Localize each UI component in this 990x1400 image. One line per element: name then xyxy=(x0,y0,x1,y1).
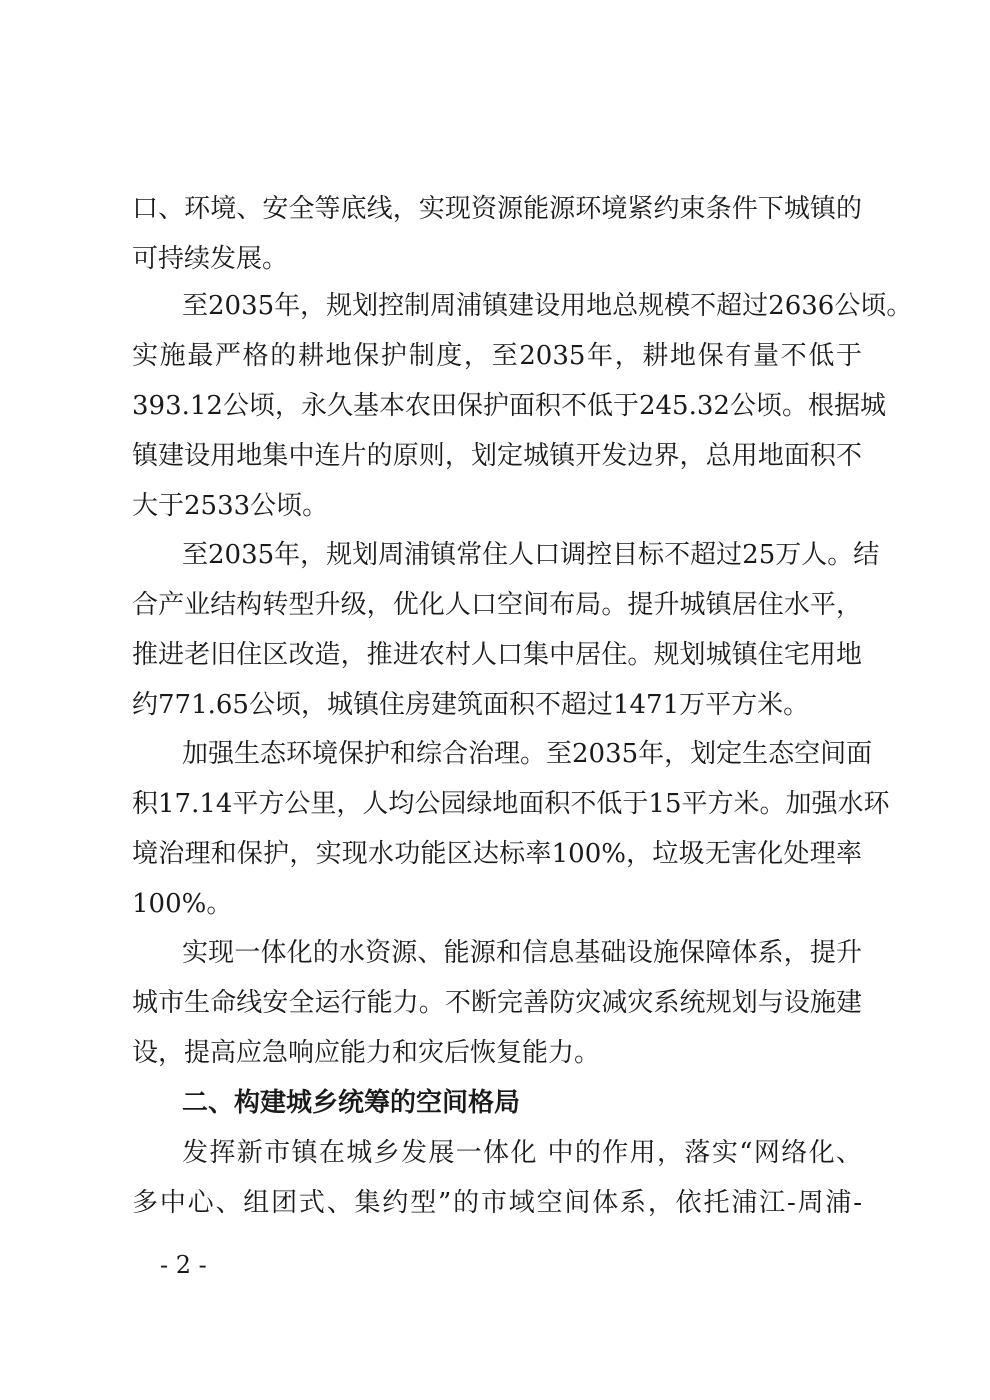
text-line: 城市生命线安全运行能力。不断完善防灾减灾系统规划与设施建 xyxy=(132,988,862,1018)
text-line: 约771.65公顷，城镇住房建筑面积不超过1471万平方米。 xyxy=(132,690,810,720)
text-line: 加强生态环境保护和综合治理。至2035年，划定生态空间面 xyxy=(182,739,873,769)
text-line: 积17.14平方公里，人均公园绿地面积不低于15平方米。加强水环 xyxy=(132,789,890,819)
text-line: 至2035年，规划周浦镇常住人口调控目标不超过25万人。结 xyxy=(182,540,880,570)
text-line: 100%。 xyxy=(132,889,233,919)
text-line: 实现一体化的水资源、能源和信息基础设施保障体系，提升 xyxy=(182,938,862,968)
text-line: 口、环境、安全等底线，实现资源能源环境紧约束条件下城镇的 xyxy=(132,194,862,224)
text-line: 镇建设用地集中连片的原则，划定城镇开发边界，总用地面积不 xyxy=(132,441,862,471)
text-line: 多中心、组团式、集约型”的市域空间体系，依托浦江-周浦- xyxy=(132,1188,862,1218)
text-line: 可持续发展。 xyxy=(132,244,289,274)
text-line: 推进老旧住区改造，推进农村人口集中居住。规划城镇住宅用地 xyxy=(132,640,862,670)
text-line: 境治理和保护，实现水功能区达标率100%，垃圾无害化处理率 xyxy=(132,839,862,869)
text-line: 发挥新市镇在城乡发展一体化 中的作用，落实“网络化、 xyxy=(182,1138,862,1168)
text-line: 实施最严格的耕地保护制度，至2035年，耕地保有量不低于 xyxy=(132,341,862,371)
section-heading: 二、构建城乡统筹的空间格局 xyxy=(182,1088,521,1118)
text-line: 设，提高应急响应能力和灾后恢复能力。 xyxy=(132,1038,601,1068)
text-line: 合产业结构转型升级，优化人口空间布局。提升城镇居住水平， xyxy=(132,590,862,620)
page-number: - 2 - xyxy=(160,1251,207,1279)
text-line: 大于2533公顷。 xyxy=(132,491,329,521)
text-line: 至2035年，规划控制周浦镇建设用地总规模不超过2636公顷。 xyxy=(182,291,913,321)
text-line: 393.12公顷，永久基本农田保护面积不低于245.32公顷。根据城 xyxy=(132,391,886,421)
